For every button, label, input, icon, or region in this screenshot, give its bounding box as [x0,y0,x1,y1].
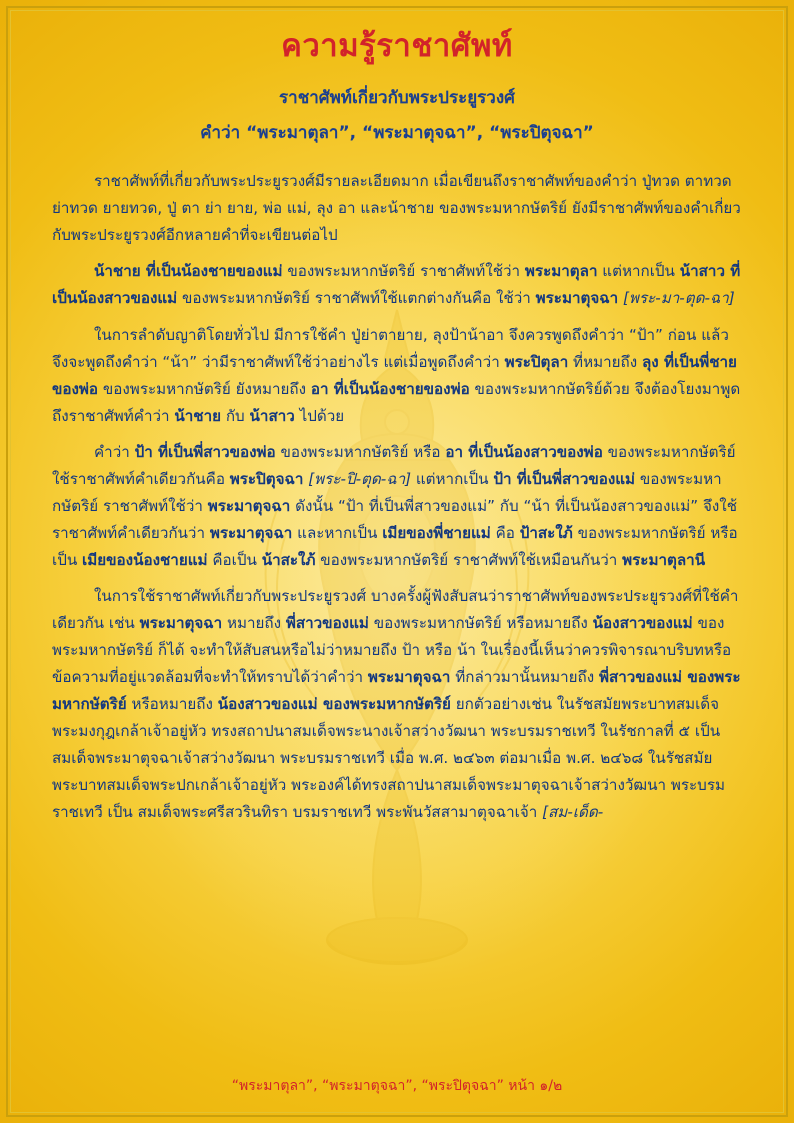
emphasis-term: น้าชาย ที่เป็นน้องชายของแม่ [94,262,283,281]
text-run: ของพระมหากษัตริย์ หรือหมายถึง [368,614,593,632]
text-run: ของพระมหากษัตริย์ หรือเป็น [52,523,738,569]
text-run: แต่หากเป็น [597,262,680,281]
text-run: ราชาศัพท์ที่เกี่ยวกับพระประยูรวงศ์มีรายละเอียดมาก เมื่อเขียนถึงราชาศัพท์ของคำว่า ปู่ทวด ตาทวด ย่าทวด ยายทวด, ปู่ ตา ย่า ยาย, พ่อ แม่, ลุง อา และน้าชาย ของพระมหากษัตริย์ ยังมีราชาศัพท์ของคำเกี่ยวกับพระประยูรวงศ์อีกหลายคำที่จะเขียนต่อไป [52,172,741,245]
text-run: คือ [490,523,520,542]
text-run: หรือหมายถึง [126,695,218,714]
text-run: คือเป็น [207,550,262,569]
body-text-container [52,168,742,826]
text-run: ที่หมายถึง [568,352,642,371]
emphasis-term: ลุง ที่เป็นพี่ชายของพ่อ [52,352,737,398]
text-run: ที่กล่าวมานั้นหมายถึง [450,668,599,687]
emphasis-term: พระปิตุจฉา [229,469,304,488]
text-run: ของพระมหากษัตริย์ด้วย จึงต้องโยงมาพูดถึงราชาศัพท์คำว่า [52,379,741,425]
para-2 [52,258,742,312]
emphasis-term: น้าสะใภ้ [261,550,316,569]
text-run: ในการใช้ราชาศัพท์เกี่ยวกับพระประยูรวงศ์ บางครั้งผู้ฟังสับสนว่าราชาศัพท์ของพระประยูรวงศ์ที่ใช้คำเดียวกัน เช่น [52,586,739,632]
page-title: ความรู้ราชาศัพท์ [281,28,513,64]
emphasis-term: ป้า ที่เป็นพี่สาวของแม่ [493,469,636,488]
emphasis-term: พระมาตุจฉา [535,289,619,308]
emphasis-term: ป้า ที่เป็นพี่สาวของพ่อ [134,442,276,461]
emphasis-term: พระมาตุลานี [622,550,706,569]
emphasis-term: น้าชาย [174,406,222,425]
text-run: ดังนั้น “ป้า ที่เป็นพี่สาวของแม่” กับ “น้า ที่เป็นน้องสาวของแม่” จึงใช้ราชาศัพท์คำเดียวกันว่า [52,496,737,542]
para-5 [52,583,742,826]
emphasis-term: เมียของน้องชายแม่ [82,550,208,569]
emphasis-term: พระมาตุจฉา [139,614,223,632]
text-run: ของพระมหากษัตริย์ ใช้ราชาศัพท์คำเดียวกันคือ [52,442,736,488]
text-run: คำว่า [94,442,135,461]
text-run: และหากเป็น [292,523,383,542]
subtitle-primary: ราชาศัพท์เกี่ยวกับพระประยูรวงศ์ [279,88,515,109]
emphasis-term: พระมาตุจฉา [209,523,293,542]
para-3 [52,322,742,430]
emphasis-term: พระปิตุลา [504,352,569,371]
emphasis-term: น้องสาวของแม่ ของพระมหากษัตริย์ [217,695,451,714]
emphasis-term: เมียของพี่ชายแม่ [382,523,491,542]
emphasis-term: พี่สาวของแม่ [285,614,369,632]
emphasis-term: พระมาตุจฉา [207,496,291,515]
subtitle-secondary: คำว่า “พระมาตุลา”, “พระมาตุจฉา”, “พระปิตุจฉา” [200,122,594,143]
text-run: ของพระมหากษัตริย์ ยังหมายถึง [98,379,311,398]
emphasis-term: น้องสาวของแม่ [592,614,693,632]
page-footer: “พระมาตุลา”, “พระมาตุจฉา”, “พระปิตุจฉา” หน้า ๑/๒ [231,1078,563,1094]
text-run: ไปด้วย [294,406,345,425]
text-run: ในการลำดับญาติโดยทั่วไป มีการใช้คำ ปู่ย่าตายาย, ลุงป้าน้าอา จึงควรพูดถึงคำว่า “ป้า” ก่อน แล้วจึงจะพูดถึงคำว่า “น้า” ว่ามีราชาศัพท์ใช้ว่าอย่างไร แต่เมื่อพูดถึงคำว่า [52,325,729,371]
text-run: ยกตัวอย่างเช่น ในรัชสมัยพระบาทสมเด็จพระมงกุฎเกล้าเจ้าอยู่หัว ทรงสถาปนาสมเด็จพระนางเจ้าสว่างวัฒนา พระบรมราชเทวี ในรัชกาลที่ ๕ เป็น สมเด็จพระมาตุจฉาเจ้าสว่างวัฒนา พระบรมราชเทวี เมื่อ พ.ศ. ๒๔๖๓ ต่อมาเมื่อ พ.ศ. ๒๔๖๘ ในรัชสมัยพระบาทสมเด็จพระปกเกล้าเจ้าอยู่หัว พระองค์ได้ทรงสถาปนาสมเด็จพระมาตุจฉาเจ้าสว่างวัฒนา พระบรมราชเทวี เป็น สมเด็จพระศรีสวรินทิรา บรมราชเทวี พระพันวัสสามาตุจฉาเจ้า [52,695,725,822]
pronunciation-note: [สม-เด็ด- [542,803,604,822]
pronunciation-note: [พระ-มา-ตุด-ฉา] [618,289,735,308]
text-run: ของพระมหากษัตริย์ ราชาศัพท์ใช้ว่า [52,469,722,515]
text-run: กับ [221,406,250,425]
emphasis-term: พระมาตุจฉา [367,668,451,687]
emphasis-term: น้าสาว ที่เป็นน้องสาวของแม่ [52,262,741,308]
text-run: ของพระมหากษัตริย์ ราชาศัพท์ใช้แตกต่างกันคือ ใช้ว่า [177,289,536,308]
text-run: ของพระมหากษัตริย์ หรือ [275,442,446,461]
emphasis-term: ป้าสะใภ้ [519,523,573,542]
pronunciation-note: [พระ-ปิ-ตุด-ฉา] [303,469,412,488]
emphasis-term: พี่สาวของแม่ ของพระมหากษัตริย์ [52,668,741,714]
emphasis-term: อา ที่เป็นน้องชายของพ่อ [310,379,470,398]
emphasis-term: อา ที่เป็นน้องสาวของพ่อ [445,442,603,461]
emphasis-term: พระมาตุลา [524,262,598,281]
emphasis-term: น้าสาว [249,406,295,425]
text-run: ของพระมหากษัตริย์ ก็ได้ จะทำให้สับสนหรือไม่ว่าหมายถึง ป้า หรือ น้า ในเรื่องนี้เห็นว่าควรพิจารณาบริบทหรือข้อความที่อยู่แวดล้อมที่จะทำให้ทราบได้ว่าคำว่า [52,614,732,687]
text-run: ของพระมหากษัตริย์ ราชาศัพท์ใช้ว่า [282,262,525,281]
para-1 [52,168,742,249]
text-run: ของพระมหากษัตริย์ ราชาศัพท์ใช้เหมือนกันว่า [315,550,623,569]
text-run: หมายถึง [222,614,286,632]
para-4 [52,439,742,574]
text-run: แต่หากเป็น [411,469,494,488]
